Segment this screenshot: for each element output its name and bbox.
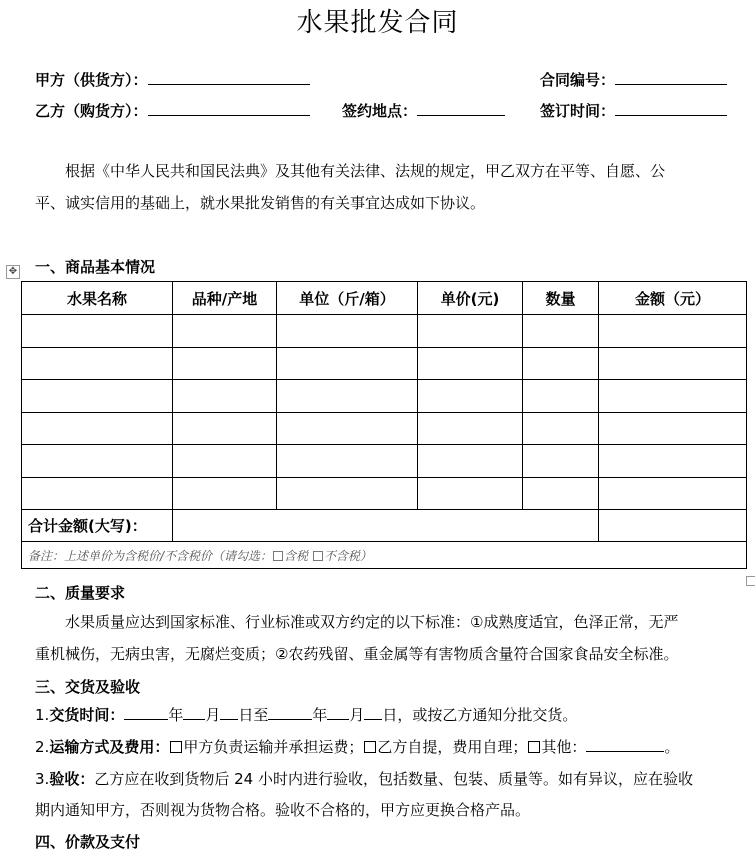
party-a-blank[interactable] (148, 68, 310, 85)
table-move-icon[interactable]: ✥ (6, 265, 20, 279)
item3-number: 3. (35, 770, 50, 788)
end-year-blank[interactable] (268, 703, 312, 720)
day-to-text: 日至 (238, 706, 269, 724)
party-b-label: 乙方（购货方）： (35, 102, 148, 120)
date-label: 签订时间： (540, 102, 616, 120)
tax-excluded-label: 不含税） (323, 548, 372, 563)
intro-line-1: 根据《中华人民共和国民法典》及其他有关法律、法规的规定，甲乙双方在平等、自愿、公 (65, 162, 666, 180)
place-label: 签约地点： (342, 102, 418, 120)
item3-label: 验收： (49, 770, 95, 788)
tax-note-prefix: 备注：上述单价为含税价/不含税价（请勾选： (28, 548, 273, 563)
seller-transport-checkbox[interactable] (170, 741, 182, 753)
quality-line-2: 重机械伤，无病虫害，无腐烂变质；②农药残留、重金属等有害物质含量符合国家食品安全标准。 (35, 645, 679, 663)
end-day-blank[interactable] (364, 703, 382, 720)
buyer-pickup-label: 乙方自提，费用自理； (377, 738, 528, 756)
item2-number: 2. (35, 738, 50, 756)
quality-line-1: 水果质量应达到国家标准、行业标准或双方约定的以下标准：①成熟度适宜，色泽正常，无严 (65, 613, 679, 631)
contract-no-label: 合同编号： (540, 71, 616, 89)
buyer-pickup-checkbox[interactable] (364, 741, 376, 753)
table-row (22, 315, 747, 348)
col-unit-price: 单价(元) (418, 282, 523, 315)
date-field (540, 99, 727, 121)
section4-title: 四、价款及支付 (35, 833, 141, 851)
table-row (22, 380, 747, 413)
month-text: 月 (205, 706, 221, 724)
month2-text: 月 (349, 706, 365, 724)
acceptance-line-1: 乙方应在收到货物后 24 小时内进行验收，包括数量、包装、质量等。如有异议，应在验收 (94, 770, 693, 788)
total-amount-words-cell[interactable] (173, 510, 599, 542)
transport-item (35, 732, 679, 763)
party-b-field (35, 99, 310, 121)
col-variety-origin: 品种/产地 (173, 282, 277, 315)
document-title: 水果批发合同 (296, 8, 459, 38)
party-a-label: 甲方（供货方）： (35, 71, 148, 89)
col-unit: 单位（斤/箱） (277, 282, 418, 315)
table-row (22, 445, 747, 478)
table-row (22, 412, 747, 445)
section1-title: 一、商品基本情况 (35, 258, 156, 276)
section3-title: 三、交货及验收 (35, 678, 141, 696)
end-month-blank[interactable] (327, 703, 349, 720)
item2-label: 运输方式及费用： (49, 738, 170, 756)
total-amount-label: 合计金额(大写)： (22, 510, 173, 542)
seller-transport-label: 甲方负责运输并承担运费； (183, 738, 364, 756)
item2-end: 。 (664, 738, 680, 756)
acceptance-line-2: 期内通知甲方，否则视为货物合格。验收不合格的，甲方应更换合格产品。 (35, 801, 531, 819)
intro-line-2: 平、诚实信用的基础上，就水果批发销售的有关事宜达成如下协议。 (35, 194, 486, 212)
date-blank[interactable] (615, 99, 727, 116)
table-row (22, 347, 747, 380)
item1-number: 1. (35, 706, 50, 724)
goods-table (21, 281, 747, 569)
other-transport-checkbox[interactable] (528, 741, 540, 753)
tax-note (22, 542, 747, 569)
note-row (22, 542, 747, 569)
table-header-row (22, 282, 747, 315)
item1-label: 交货时间： (49, 706, 125, 724)
total-amount-cell[interactable] (599, 510, 747, 542)
col-fruit-name: 水果名称 (22, 282, 173, 315)
tax-included-checkbox[interactable] (273, 551, 283, 561)
section2-title: 二、质量要求 (35, 584, 126, 602)
table-resize-handle[interactable] (746, 576, 755, 586)
item1-tail: 日，或按乙方通知分批交货。 (382, 706, 578, 724)
party-a-field (35, 68, 310, 90)
tax-included-label: 含税 (284, 548, 309, 563)
total-row (22, 510, 747, 542)
start-month-blank[interactable] (183, 703, 205, 720)
acceptance-item (35, 764, 693, 795)
col-amount: 金额（元） (599, 282, 747, 315)
party-b-blank[interactable] (148, 99, 310, 116)
start-year-blank[interactable] (124, 703, 168, 720)
place-blank[interactable] (417, 99, 505, 116)
start-day-blank[interactable] (220, 703, 238, 720)
col-quantity: 数量 (523, 282, 599, 315)
place-field (342, 99, 505, 121)
year-text: 年 (168, 706, 184, 724)
year2-text: 年 (312, 706, 328, 724)
contract-no-field (540, 68, 727, 90)
tax-excluded-checkbox[interactable] (313, 551, 323, 561)
other-transport-blank[interactable] (586, 735, 664, 752)
other-transport-label: 其他： (541, 738, 587, 756)
delivery-time-item (35, 700, 577, 731)
contract-no-blank[interactable] (615, 68, 727, 85)
table-row (22, 477, 747, 510)
